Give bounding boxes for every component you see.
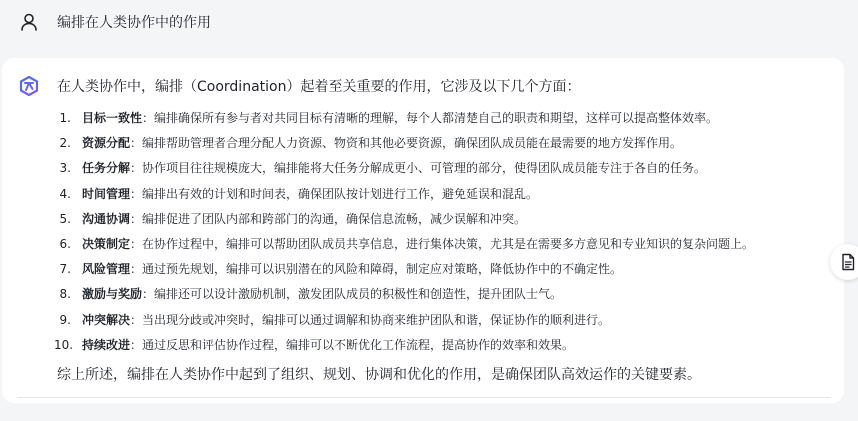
answer-list (54, 108, 754, 360)
list-item-term: 激励与奖励 (82, 287, 143, 302)
answer-summary: 综上所述，编排在人类协作中起到了组织、规划、协调和优化的作用，是确保团队高效运作的关键要素。 (57, 367, 701, 383)
list-item-number: 5. (59, 211, 71, 226)
document-icon (839, 253, 857, 271)
list-item (54, 234, 754, 259)
list-item (54, 184, 754, 209)
list-item (54, 284, 754, 309)
list-item-number: 4. (59, 186, 71, 201)
list-item (54, 310, 754, 335)
list-item-term: 资源分配 (82, 136, 131, 151)
list-item (54, 335, 754, 360)
user-question-text: 编排在人类协作中的作用 (57, 15, 211, 31)
list-item-term: 目标一致性 (82, 111, 143, 125)
list-item-text: ：编排还可以设计激励机制，激发团队成员的积极性和创造性，提升团队士气。 (142, 287, 563, 302)
list-item-number: 2. (59, 136, 71, 151)
list-item-text: ：编排帮助管理者合理分配人力资源、物资和其他必要资源，确保团队成员能在最需要的地方发挥作用。 (130, 136, 683, 151)
list-item-term: 时间管理 (82, 186, 131, 201)
list-item-text: ：在协作过程中，编排可以帮助团队成员共享信息，进行集体决策，尤其是在需要多方意见和专业知识的复杂问题上。 (130, 236, 755, 251)
list-item (54, 158, 754, 183)
list-item (54, 133, 754, 158)
divider (17, 397, 831, 398)
assistant-logo-icon (18, 75, 40, 97)
list-item-text: ：通过预先规划，编排可以识别潜在的风险和障碍，制定应对策略，降低协作中的不确定性。 (130, 262, 623, 277)
list-item-term: 持续改进 (82, 337, 131, 352)
list-item-text: ：当出现分歧或冲突时，编排可以通过调解和协商来维护团队和谐，保证协作的顺利进行。 (130, 312, 611, 327)
list-item-term: 任务分解 (82, 161, 131, 176)
list-item-term: 冲突解决 (82, 312, 131, 327)
list-item (54, 259, 754, 284)
list-item-number: 10. (54, 337, 74, 352)
user-message-row (0, 0, 858, 52)
list-item (54, 108, 754, 133)
list-item-number: 1. (59, 111, 71, 125)
document-button[interactable] (830, 244, 858, 280)
list-item-term: 沟通协调 (82, 211, 131, 226)
list-item-number: 7. (59, 262, 71, 277)
list-item (54, 209, 754, 234)
list-item-text: ：编排确保所有参与者对共同目标有清晰的理解，每个人都清楚自己的职责和期望，这样可以提高整体效率。 (142, 111, 719, 125)
list-item-number: 9. (59, 312, 71, 327)
answer-intro: 在人类协作中，编排（Coordination）起着至关重要的作用，它涉及以下几个方面： (57, 79, 581, 95)
list-item-text: ：编排促进了团队内部和跨部门的沟通，确保信息流畅，减少误解和冲突。 (130, 211, 527, 226)
list-item-number: 8. (59, 287, 71, 302)
list-item-term: 决策制定 (82, 236, 131, 251)
user-icon (19, 12, 39, 32)
list-item-number: 3. (59, 161, 71, 176)
list-item-number: 6. (59, 236, 71, 251)
list-item-term: 风险管理 (82, 262, 131, 277)
list-item-text: ：协作项目往往规模庞大，编排能将大任务分解成更小、可管理的部分，使得团队成员能专注于各自的任务。 (130, 161, 707, 176)
list-item-text: ：编排出有效的计划和时间表，确保团队按计划进行工作，避免延误和混乱。 (130, 186, 539, 201)
list-item-text: ：通过反思和评估协作过程，编排可以不断优化工作流程，提高协作的效率和效果。 (130, 337, 575, 352)
